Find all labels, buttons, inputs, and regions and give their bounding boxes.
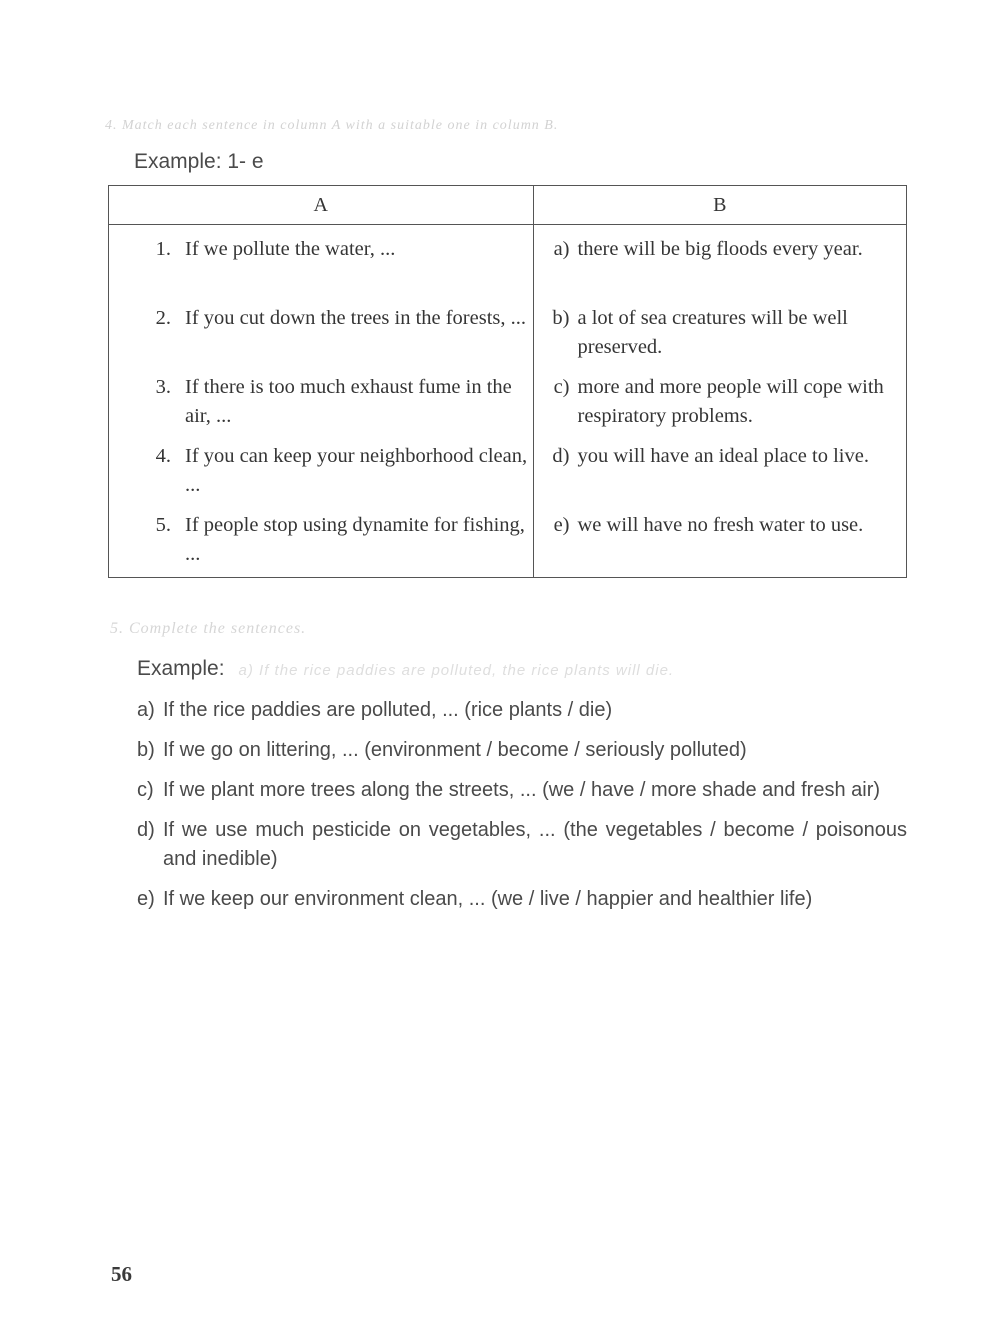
exercise-4-instruction: 4. Match each sentence in column A with a suitable one in column B. [105, 118, 559, 133]
row-letter: d) [552, 445, 570, 467]
row-letter: c) [553, 376, 570, 398]
column-b-text: a lot of sea creatures will be well preserved. [577, 307, 848, 358]
table-row [109, 373, 907, 442]
column-a-text: If there is too much exhaust fume in the air, ... [185, 376, 512, 427]
item-label: e) [137, 888, 155, 910]
row-letter: e) [553, 514, 570, 536]
exercise-4-example: Example: 1- e [134, 150, 264, 173]
item-text: If the rice paddies are polluted, ... (rice plants / die) [163, 699, 613, 721]
column-a-text: If people stop using dynamite for fishing, ... [185, 514, 525, 565]
table-row [109, 511, 907, 578]
exercise-5-example [137, 657, 674, 681]
table-row [109, 304, 907, 373]
item-text: If we go on littering, ... (environment / become / seriously polluted) [163, 739, 747, 761]
example-answer: a) If the rice paddies are polluted, the rice plants will die. [238, 662, 675, 679]
item-text: If we use much pesticide on vegetables, ... (the vegetables / become / poisonous and inedible) [163, 819, 907, 870]
column-b-text: we will have no fresh water to use. [577, 514, 864, 536]
table-row [109, 225, 907, 305]
row-number: 5. [155, 514, 171, 536]
sentence-list [137, 696, 907, 925]
column-a-text: If we pollute the water, ... [185, 238, 396, 260]
row-letter: a) [553, 238, 570, 260]
item-label: a) [137, 699, 155, 721]
column-b-text: you will have an ideal place to live. [577, 445, 869, 467]
table-row [109, 442, 907, 511]
page-number: 56 [111, 1262, 132, 1286]
row-number: 3. [155, 376, 171, 398]
column-a-text: If you can keep your neighborhood clean, ... [185, 445, 528, 496]
list-item [137, 885, 907, 914]
item-label: b) [137, 739, 155, 761]
item-label: c) [137, 779, 154, 801]
item-text: If we plant more trees along the streets, ... (we / have / more shade and fresh air) [163, 779, 881, 801]
column-b-header: B [533, 186, 907, 225]
item-label: d) [137, 819, 155, 841]
row-number: 2. [155, 307, 171, 329]
list-item [137, 696, 907, 725]
matching-table [108, 185, 907, 578]
list-item [137, 736, 907, 765]
column-a-header: A [109, 186, 534, 225]
list-item [137, 816, 907, 874]
exercise-5-title: 5. Complete the sentences. [110, 620, 307, 637]
column-b-text: more and more people will cope with respiratory problems. [577, 376, 884, 427]
column-a-text: If you cut down the trees in the forests, ... [185, 307, 527, 329]
column-b-text: there will be big floods every year. [577, 238, 863, 260]
row-number: 4. [155, 445, 171, 467]
list-item [137, 776, 907, 805]
item-text: If we keep our environment clean, ... (we / live / happier and healthier life) [163, 888, 813, 910]
row-number: 1. [155, 238, 171, 260]
row-letter: b) [552, 307, 570, 329]
example-label: Example: [137, 657, 225, 680]
